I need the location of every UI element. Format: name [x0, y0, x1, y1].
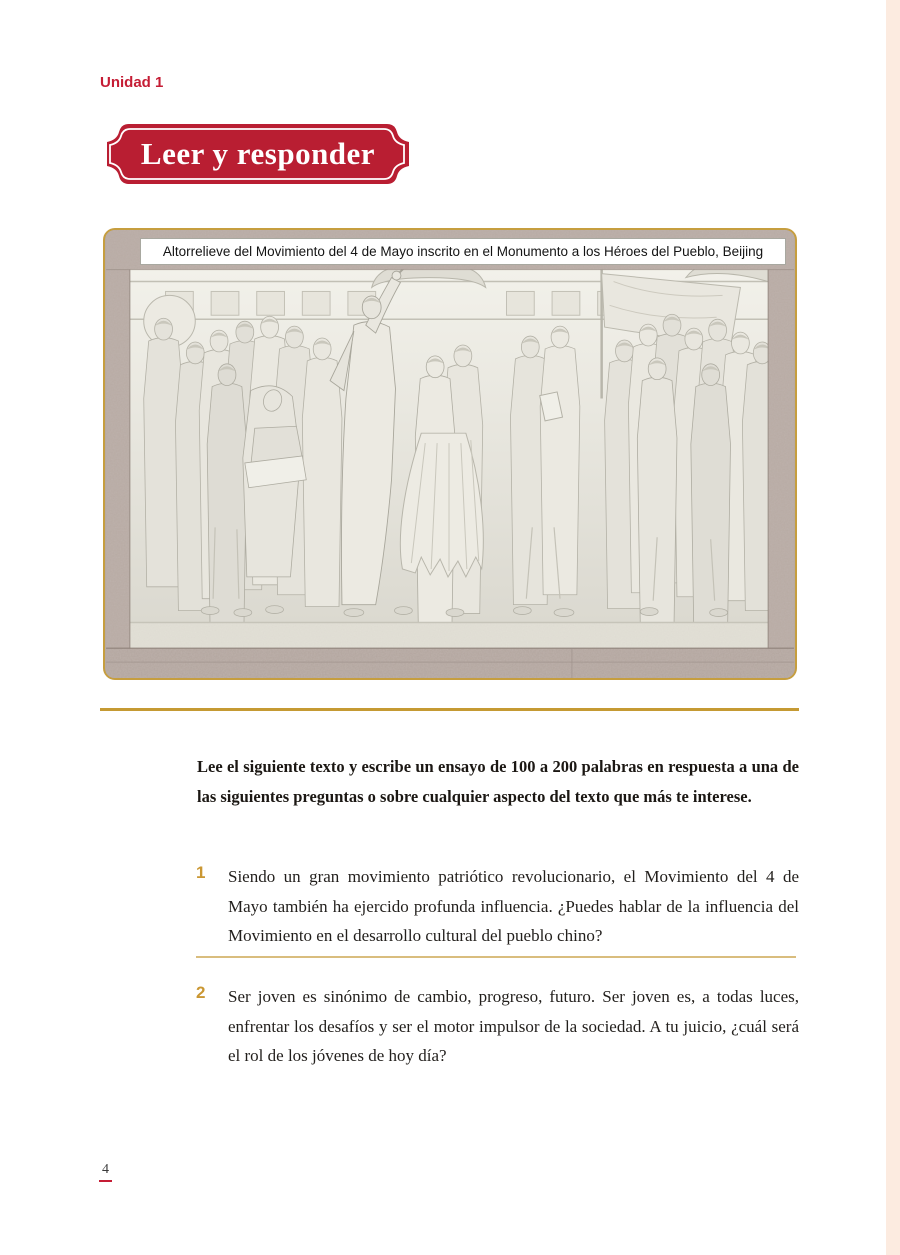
- question-2: [196, 982, 799, 1071]
- section-title: Leer y responder: [140, 136, 376, 171]
- question-2-text: Ser joven es sinónimo de cambio, progreso, futuro. Ser joven es, a todas luces, enfrentar los desafíos y ser el motor impulsor de la sociedad. A tu juicio, ¿cuál será el rol de los jóvenes de hoy día?: [228, 987, 799, 1065]
- question-1-number: 1: [196, 863, 206, 882]
- section-banner: [103, 122, 413, 186]
- photo-caption: Altorrelieve del Movimiento del 4 de Mayo inscrito en el Monumento a los Héroes del Pueblo, Beijing: [140, 238, 786, 265]
- page-number-rule: [99, 1180, 112, 1182]
- question-1-text: Siendo un gran movimiento patriótico revolucionario, el Movimiento del 4 de Mayo también ha ejercido profunda influencia. ¿Puedes hablar de la influencia del Movimiento en el desarrollo cultural del pueblo chino?: [228, 867, 799, 945]
- bas-relief-illustration: [105, 230, 795, 678]
- page-edge-strip: [886, 0, 900, 1255]
- question-1: [196, 862, 799, 951]
- relief-photo: [103, 228, 797, 680]
- page-number-value: 4: [102, 1162, 109, 1177]
- unit-label: Unidad 1: [100, 74, 164, 91]
- question-2-number: 2: [196, 983, 206, 1002]
- section-divider: [100, 708, 799, 711]
- question-separator: [196, 956, 796, 958]
- page-number: [99, 1160, 112, 1182]
- exercise-instructions: Lee el siguiente texto y escribe un ensayo de 100 a 200 palabras en respuesta a una de las siguientes preguntas o sobre cualquier aspecto del texto que más te interese.: [197, 757, 799, 806]
